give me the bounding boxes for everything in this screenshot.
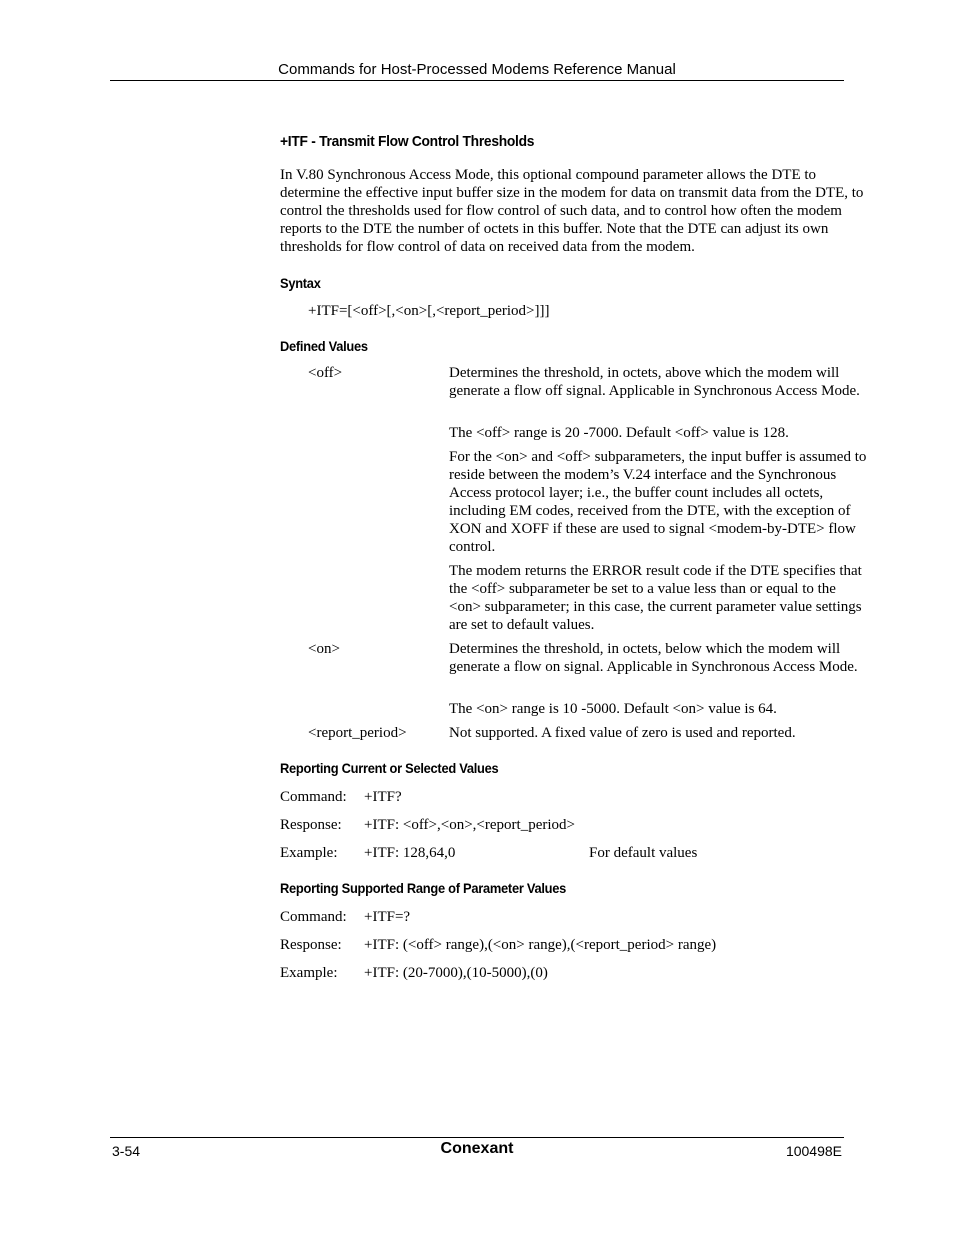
range-example-value: +ITF: (20-7000),(10-5000),(0) [364, 965, 548, 981]
range-example-label: Example: [280, 965, 338, 981]
current-example-note: For default values [589, 845, 698, 861]
reporting-range-heading: Reporting Supported Range of Parameter Values [280, 880, 567, 896]
page-number: 3-54 [112, 1143, 141, 1159]
header-rule [110, 80, 844, 81]
reporting-current-heading: Reporting Current or Selected Values [280, 760, 499, 776]
range-response-label: Response: [280, 937, 342, 953]
syntax-command: +ITF=[<off>[,<on>[,<report_period>]]] [308, 303, 550, 319]
syntax-heading: Syntax [280, 275, 321, 291]
term-off: <off> [308, 365, 343, 381]
range-command-value: +ITF=? [364, 909, 411, 925]
current-example-label: Example: [280, 845, 338, 861]
document-number: 100498E [785, 1143, 842, 1159]
intro-paragraph: In V.80 Synchronous Access Mode, this optional compound parameter allows the DTE to determine the effective input buffer size in the modem for data on transmit data from the DTE, to control the thresholds used for flow control of such data, and to control how often the modem reports to the DTE the number of octets in this buffer. Note that the DTE can adjust its own thresholds for flow control of data on received data from the modem. [280, 167, 864, 255]
on-range: The <on> range is 10 -5000. Default <on> value is 64. [449, 701, 777, 717]
range-command-label: Command: [280, 909, 347, 925]
current-command-label: Command: [280, 789, 347, 805]
running-header: Commands for Host-Processed Modems Reference Manual [278, 61, 676, 78]
range-response-value: +ITF: (<off> range),(<on> range),(<report_period> range) [364, 937, 717, 953]
term-on: <on> [308, 641, 340, 657]
on-description: Determines the threshold, in octets, below which the modem will generate a flow on signal. Applicable in Synchronous Access Mode. [449, 641, 858, 675]
footer-rule [110, 1137, 844, 1138]
report-period-description: Not supported. A fixed value of zero is used and reported. [449, 725, 796, 741]
off-buffer-note: For the <on> and <off> subparameters, the input buffer is assumed to reside between the modem’s V.24 interface and the Synchronous Access protocol layer; i.e., the buffer count includes all octets, including EM codes, received from the DTE, with the exception of XON and XOFF if these are used to signal <modem-by-DTE> flow control. [449, 449, 867, 555]
off-error-note: The modem returns the ERROR result code if the DTE specifies that the <off> subparameter be set to a value less than or equal to the <on> subparameter; in this case, the current parameter value settings are set to default values. [449, 563, 862, 633]
off-range: The <off> range is 20 -7000. Default <off> value is 128. [449, 425, 789, 441]
current-command-value: +ITF? [364, 789, 402, 805]
current-response-label: Response: [280, 817, 342, 833]
term-report-period: <report_period> [308, 725, 407, 741]
footer-company: Conexant [440, 1140, 514, 1157]
defined-values-heading: Defined Values [280, 338, 368, 354]
current-response-value: +ITF: <off>,<on>,<report_period> [364, 817, 575, 833]
section-title: +ITF - Transmit Flow Control Thresholds [280, 133, 535, 150]
off-description: Determines the threshold, in octets, above which the modem will generate a flow off signal. Applicable in Synchronous Access Mode. [449, 365, 860, 399]
current-example-value: +ITF: 128,64,0 [364, 845, 456, 861]
